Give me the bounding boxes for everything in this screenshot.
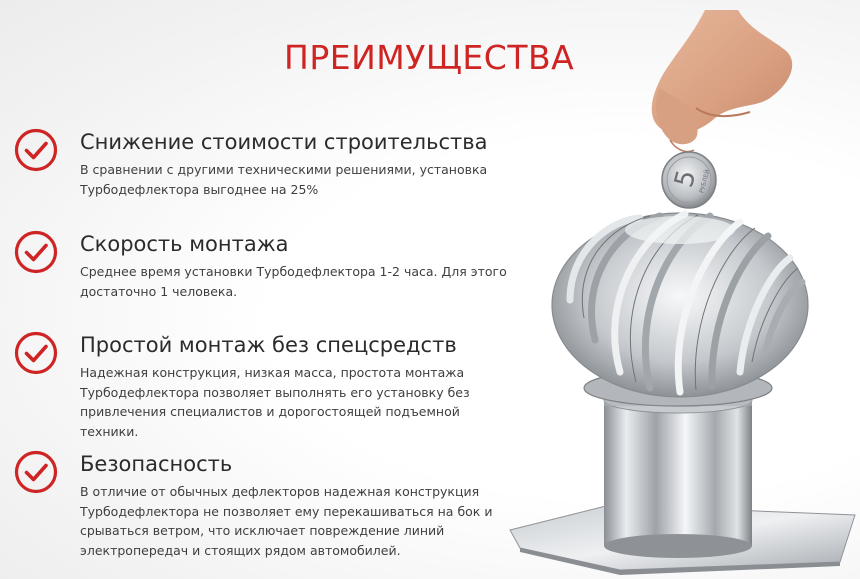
advantage-title: Снижение стоимости строительства xyxy=(80,130,488,154)
description-line: Среднее время установки Турбодефлектора 1-2 часа. Для этого xyxy=(80,264,507,279)
coin-image xyxy=(662,152,716,208)
coin-denomination: 5 xyxy=(669,166,703,191)
description-line: срываться ветром, что исключает повреждение линий xyxy=(80,523,445,538)
advantage-description xyxy=(80,363,520,441)
check-circle-icon xyxy=(14,450,58,494)
turbo-deflector-image xyxy=(510,213,855,575)
check-circle-icon xyxy=(14,331,58,375)
description-line: В отличие от обычных дефлекторов надежная конструкция xyxy=(80,484,480,499)
advantage-title: Скорость монтажа xyxy=(80,232,289,256)
product-illustration xyxy=(500,0,860,579)
description-line: Турбодефлектора не позволяет ему перекашиваться на бок и xyxy=(80,503,493,519)
description-line: В сравнении с другими техническими решениями, установка xyxy=(80,162,488,177)
page-title: ПРЕИМУЩЕСТВА xyxy=(284,38,575,77)
advantage-title: Простой монтаж без спецсредств xyxy=(80,333,457,357)
check-circle-icon xyxy=(14,230,58,274)
description-line: электропередач и стоящих рядом автомобилей. xyxy=(80,542,401,558)
description-line: Турбодефлектора позволяет выполнять его установку без xyxy=(80,384,470,400)
advantage-description xyxy=(80,262,520,301)
check-circle-icon xyxy=(14,128,58,172)
description-line: достаточно 1 человека. xyxy=(80,283,238,299)
advantage-description xyxy=(80,160,520,199)
description-line: Турбодефлектора выгоднее на 25% xyxy=(80,181,319,197)
advantage-title: Безопасность xyxy=(80,452,233,476)
description-line: Надежная конструкция, низкая масса, простота монтажа xyxy=(80,365,465,380)
advantage-description xyxy=(80,482,520,560)
coin-text: РУБЛЕЙ xyxy=(698,168,712,195)
hand-image xyxy=(652,10,792,152)
description-line: привлечения специалистов и дорогостоящей подъемной техники. xyxy=(80,404,460,439)
